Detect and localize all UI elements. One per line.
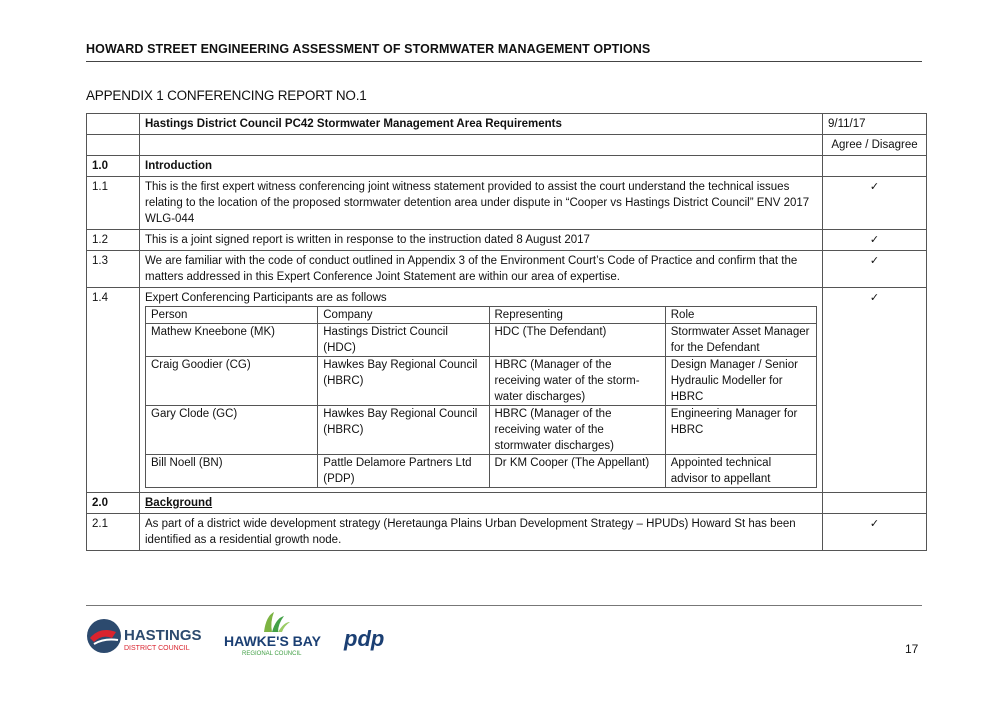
appendix-title: APPENDIX 1 CONFERENCING REPORT NO.1 (86, 88, 367, 103)
row-text: Expert Conferencing Participants are as follows (145, 292, 387, 304)
table-title-row (87, 114, 927, 135)
table-row (87, 156, 927, 177)
table-row (87, 230, 927, 251)
agree-header-row (87, 135, 927, 156)
hastings-logo-name: HASTINGS (124, 627, 202, 644)
row-number: 2.1 (87, 514, 140, 551)
participants-header-row (146, 307, 817, 324)
table-title: Hastings District Council PC42 Stormwater Management Area Requirements (140, 114, 823, 135)
agree-disagree-header: Agree / Disagree (823, 135, 927, 156)
row-number: 1.4 (87, 288, 140, 493)
participant-row (146, 406, 817, 455)
participant-role: Design Manager / Senior Hydraulic Modeller for HBRC (665, 357, 816, 406)
column-header: Representing (489, 307, 665, 324)
participant-company: Hawkes Bay Regional Council (HBRC) (318, 406, 489, 455)
participant-company: Hastings District Council (HDC) (318, 324, 489, 357)
table-date: 9/11/17 (823, 114, 927, 135)
row-text: This is a joint signed report is written in response to the instruction dated 8 August 2017 (140, 230, 823, 251)
participant-person: Mathew Kneebone (MK) (146, 324, 318, 357)
row-number: 2.0 (87, 493, 140, 514)
page-number: 17 (905, 642, 919, 656)
participant-representing: HBRC (Manager of the receiving water of the stormwater discharges) (489, 406, 665, 455)
participant-row (146, 455, 817, 488)
agree-check-icon: ✓ (869, 255, 880, 267)
participant-company: Hawkes Bay Regional Council (HBRC) (318, 357, 489, 406)
hawkes-bay-logo-name: HAWKE'S BAY (224, 633, 321, 649)
pdp-logo (344, 626, 384, 652)
table-row (87, 177, 927, 230)
participants-table (145, 306, 817, 488)
row-text: This is the first expert witness conferencing joint witness statement provided to assist the court understand the technical issues relating to the location of the proposed stormwater detention area under dispute in “Cooper vs Hastings District Council” ENV 2017 WLG-044 (140, 177, 823, 230)
participant-person: Gary Clode (GC) (146, 406, 318, 455)
column-header: Role (665, 307, 816, 324)
participant-representing: HBRC (Manager of the receiving water of the storm-water discharges) (489, 357, 665, 406)
participant-role: Engineering Manager for HBRC (665, 406, 816, 455)
column-header: Company (318, 307, 489, 324)
pdp-logo-text: pdp (344, 626, 385, 651)
row-text: We are familiar with the code of conduct outlined in Appendix 3 of the Environment Court’s Code of Practice and confirm that the matters addressed in this Expert Conference Joint Statement are within our area of expertise. (140, 251, 823, 288)
participant-representing: HDC (The Defendant) (489, 324, 665, 357)
participant-person: Bill Noell (BN) (146, 455, 318, 488)
agree-check-icon: ✓ (869, 234, 880, 246)
header-divider (86, 61, 922, 62)
agree-check-icon: ✓ (869, 181, 880, 193)
hawkes-bay-regional-council-logo (224, 610, 334, 658)
footer-divider (86, 605, 922, 606)
column-header: Person (146, 307, 318, 324)
participant-role: Appointed technical advisor to appellant (665, 455, 816, 488)
row-number: 1.0 (87, 156, 140, 177)
hastings-logo-subtitle: DISTRICT COUNCIL (124, 645, 190, 652)
hawkes-bay-logo-subtitle: REGIONAL COUNCIL (242, 651, 302, 657)
participant-role: Stormwater Asset Manager for the Defendant (665, 324, 816, 357)
row-number: 1.1 (87, 177, 140, 230)
document-header-title: HOWARD STREET ENGINEERING ASSESSMENT OF STORMWATER MANAGEMENT OPTIONS (86, 42, 651, 56)
row-number: 1.3 (87, 251, 140, 288)
row-number: 1.2 (87, 230, 140, 251)
table-row (87, 514, 927, 551)
agree-check-icon: ✓ (869, 292, 880, 304)
section-heading-introduction: Introduction (140, 156, 823, 177)
table-row (87, 493, 927, 514)
row-text: As part of a district wide development strategy (Heretaunga Plains Urban Development Strategy – HPUDs) Howard St has been identified as a residential growth node. (140, 514, 823, 551)
table-row (87, 251, 927, 288)
participant-row (146, 357, 817, 406)
hastings-district-council-logo (86, 616, 216, 656)
participant-representing: Dr KM Cooper (The Appellant) (489, 455, 665, 488)
agree-check-icon: ✓ (869, 518, 880, 530)
participant-person: Craig Goodier (CG) (146, 357, 318, 406)
conferencing-table (86, 113, 927, 551)
participant-row (146, 324, 817, 357)
table-row (87, 288, 927, 493)
participant-company: Pattle Delamore Partners Ltd (PDP) (318, 455, 489, 488)
section-heading-background: Background (140, 493, 823, 514)
